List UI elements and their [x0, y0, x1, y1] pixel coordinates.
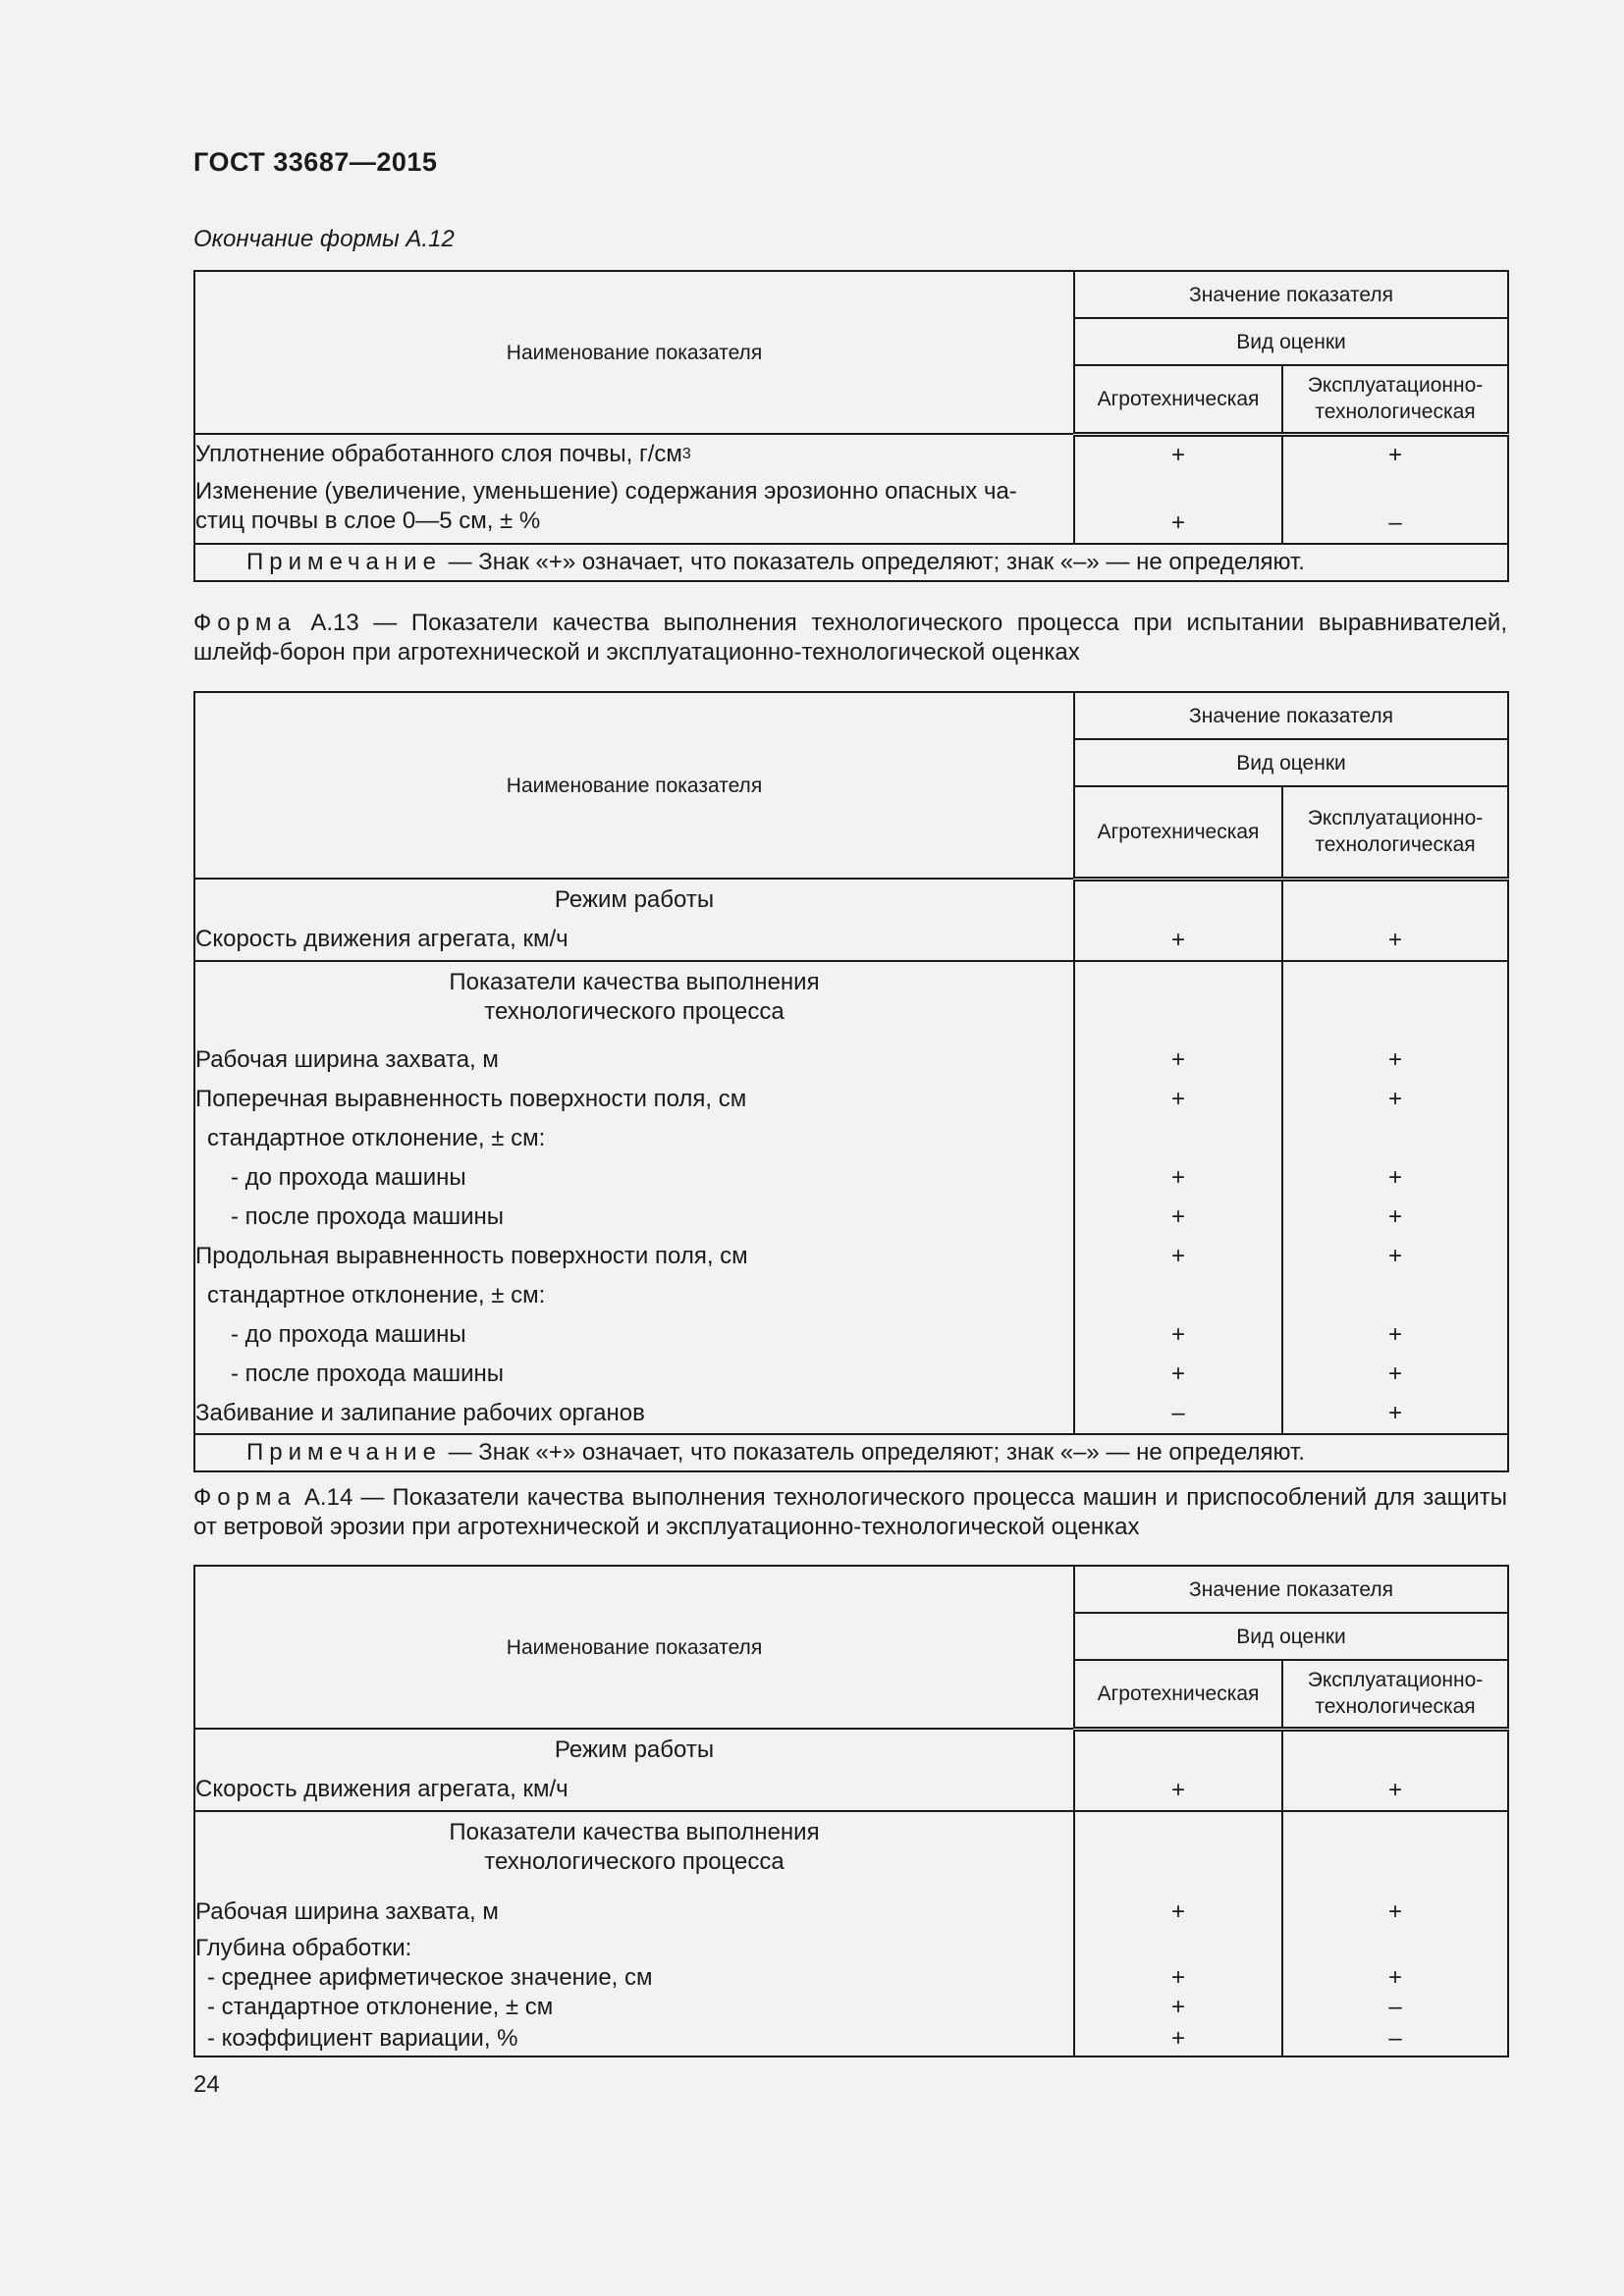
section-quality-indicators [194, 1811, 1074, 2056]
column-header-agrotechnical: Агротехническая [1074, 365, 1282, 434]
table-row: Продольная выравненность поверхности поля, см [195, 1242, 748, 1269]
page-number: 24 [193, 2071, 220, 2098]
table-row: - среднее арифметическое значение, см [207, 1963, 653, 1991]
section-heading: Режим работы [554, 1735, 715, 1763]
section-quality-indicators [194, 961, 1074, 1434]
table-row: - после прохода машины [231, 1360, 505, 1387]
column-header-value-group: Значение показателя [1074, 271, 1508, 318]
table-row: - после прохода машины [231, 1202, 505, 1230]
form-a14-table: Наименование показателя Значение показателя Вид оценки Агротехническая Эксплуатационно- технологическая Режим работы Скорость движения агрегата, км/ч + + Показатели качества выполнения технологического процесса Рабочая ширина захвата, м Глубина обработки: - среднее арифметическое значение, см - стандартное отклонение, ± см - коэффициент вариации, % + + + + + + – – [193, 1565, 1509, 2057]
column-header-operational: Эксплуатационно- технологическая [1282, 1660, 1508, 1729]
column-header-value-group: Значение показателя [1074, 1566, 1508, 1613]
column-header-assessment-type: Вид оценки [1074, 739, 1508, 786]
column-header-assessment-type: Вид оценки [1074, 318, 1508, 365]
section-heading: Показатели качества выполнения технологического процесса [449, 1818, 820, 1875]
table-row: - до прохода машины [231, 1163, 466, 1191]
table-row: Скорость движения агрегата, км/ч [195, 925, 568, 952]
table-row: стандартное отклонение, ± см: [207, 1124, 546, 1151]
section-operating-mode [194, 1729, 1074, 1811]
column-header-agrotechnical: Агротехническая [1074, 1660, 1282, 1729]
table-row: Скорость движения агрегата, км/ч [195, 1775, 568, 1802]
column-header-operational: Эксплуатационно- технологическая [1282, 786, 1508, 879]
table-row-value-b: + – [1282, 434, 1508, 544]
form-a14-title: Форма А.14 — Показатели качества выполнения технологического процесса машин и приспособлений для защиты от ветровой эрозии при агротехнической и эксплуатационно-технологической оценках [193, 1484, 1507, 1540]
table-row: - до прохода машины [231, 1320, 466, 1348]
table-row: Глубина обработки: [195, 1934, 412, 1961]
column-header-value-group: Значение показателя [1074, 692, 1508, 739]
table-row: Рабочая ширина захвата, м [195, 1045, 499, 1073]
section-operating-mode [194, 879, 1074, 961]
table-row: - коэффициент вариации, % [207, 2024, 518, 2052]
column-header-agrotechnical: Агротехническая [1074, 786, 1282, 879]
table-note: Примечание — Знак «+» означает, что показатель определяют; знак «–» — не определяют. [194, 544, 1508, 581]
column-header-assessment-type: Вид оценки [1074, 1613, 1508, 1660]
document-header: ГОСТ 33687—2015 [193, 147, 438, 177]
table-row: Забивание и залипание рабочих органов [195, 1399, 645, 1426]
table-note: Примечание — Знак «+» означает, что показатель определяют; знак «–» — не определяют. [194, 1434, 1508, 1471]
table-row: Рабочая ширина захвата, м [195, 1897, 499, 1925]
table-row-name: Уплотнение обработанного слоя почвы, г/см 3 Изменение (увеличение, уменьшение) содержания эрозионно опасных ча- стиц почвы в слое 0—5 см, ± % [194, 434, 1074, 544]
column-header-operational: Эксплуатационно- технологическая [1282, 365, 1508, 434]
form-a13-table: Наименование показателя Значение показателя Вид оценки Агротехническая Эксплуатационно- технологическая Режим работы Скорость движения агрегата, км/ч + + Показатели качества выполнения технологического процесса Рабочая ширина захвата, м Поперечная выравненность поверхности поля, см стандартное отклонение, ± см: - до прохода машины - после прохода машины Продольная выравненность поверхности поля, см стандартное отклонение, ± см: - до прохода машины - после прохода машины Забивание и залипание рабочих органов + + + + + + + – + + + + + + + + Примечание — Знак «+» означает, что показатель определяют; знак «–» — не определяют. [193, 691, 1509, 1472]
column-header-name: Наименование показателя [194, 271, 1074, 434]
continuation-caption: Окончание формы А.12 [193, 226, 455, 252]
form-a12-table [193, 270, 1509, 582]
table-row: стандартное отклонение, ± см: [207, 1281, 546, 1308]
column-header-name: Наименование показателя [194, 1566, 1074, 1729]
section-heading: Режим работы [554, 885, 715, 913]
column-header-name: Наименование показателя [194, 692, 1074, 879]
section-heading: Показатели качества выполнения технологического процесса [449, 968, 820, 1025]
table-row: Поперечная выравненность поверхности поля, см [195, 1085, 747, 1112]
form-a13-title: Форма А.13 — Показатели качества выполнения технологического процесса при испытании выравнивателей, шлейф-борон при агротехнической и эксплуатационно-технологической оценках [193, 610, 1507, 666]
table-row: - стандартное отклонение, ± см [207, 1993, 554, 2020]
table-row-value-a: + + [1074, 434, 1282, 544]
